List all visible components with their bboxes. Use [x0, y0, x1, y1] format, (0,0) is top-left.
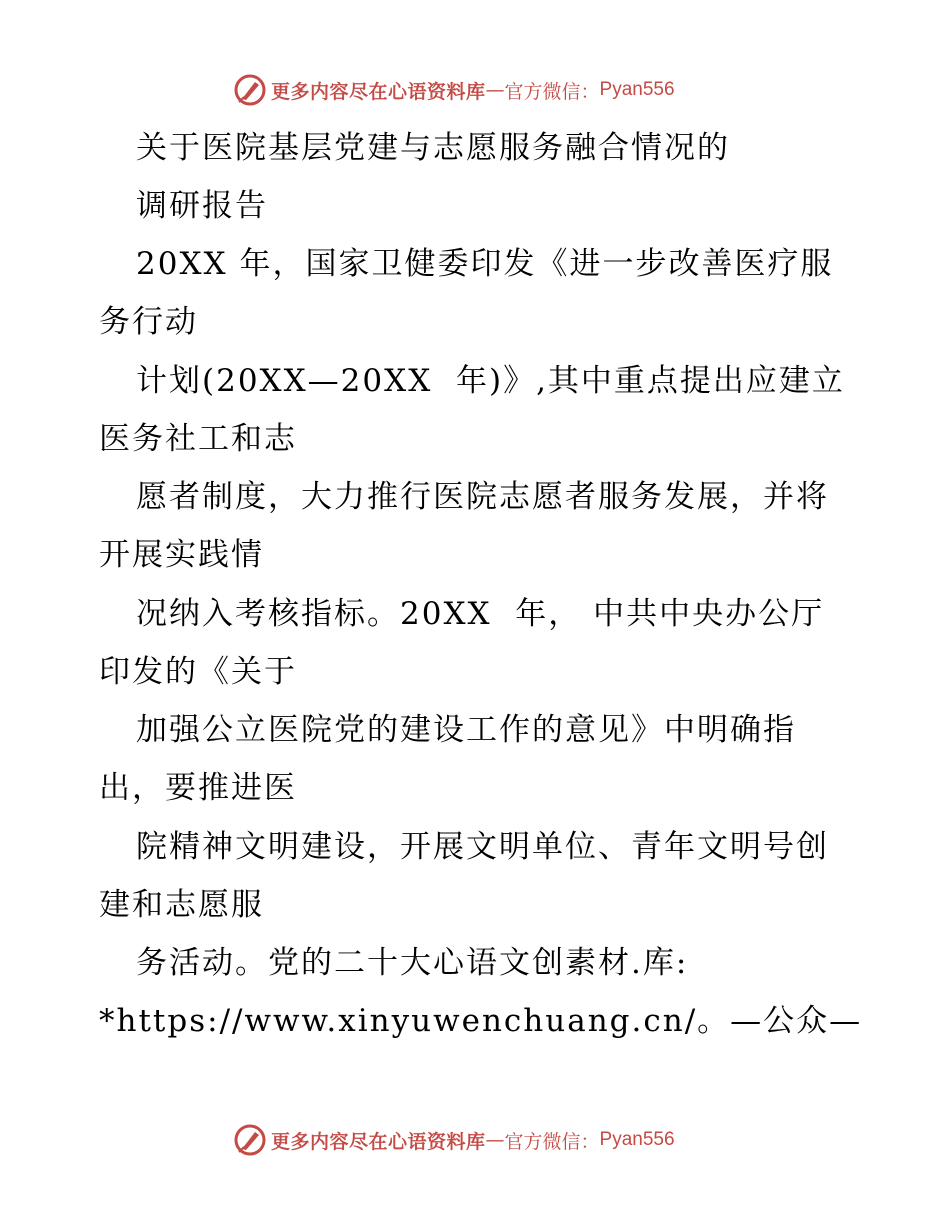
banner-main-text: 更多内容尽在心语资料库 — [271, 80, 486, 103]
body-line: 加强公立医院党的建设工作的意见》中明确指 — [136, 712, 796, 748]
body-line-url: *https://www.xinyuwenchuang.cn/。—公众— — [99, 1003, 863, 1039]
body-line: 院精神文明建设，开展文明单位、青年文明号创 — [136, 829, 829, 865]
banner-separator: — — [485, 79, 505, 101]
quill-logo-icon — [233, 1123, 267, 1157]
quill-logo-icon — [233, 73, 267, 107]
banner-separator: — — [485, 1129, 505, 1151]
body-line: 20XX 年，国家卫健委印发《进一步改善医疗服 — [136, 246, 834, 282]
body-line: 建和志愿服 — [99, 887, 264, 923]
body-line: 况纳入考核指标。20XX 年， 中共中央办公厅 — [136, 596, 825, 632]
banner-main-text: 更多内容尽在心语资料库 — [271, 1130, 486, 1153]
banner-wechat-label: 官方微信： — [504, 80, 600, 103]
title-line-2: 调研报告 — [136, 188, 268, 224]
body-line: 计划(20XX—20XX 年)》,其中重点提出应建立 — [136, 363, 845, 399]
body-line: 医务社工和志 — [99, 421, 297, 457]
title-line-1: 关于医院基层党建与志愿服务融合情况的 — [136, 130, 730, 166]
body-line: 务行动 — [99, 304, 198, 340]
header-watermark-banner — [233, 73, 675, 107]
body-line: 愿者制度，大力推行医院志愿者服务发展，并将 — [136, 479, 829, 515]
banner-wechat-id: Pyan556 — [599, 79, 675, 100]
banner-wechat-label: 官方微信： — [504, 1130, 600, 1153]
body-line: 出，要推进医 — [99, 770, 297, 806]
banner-wechat-id: Pyan556 — [599, 1129, 675, 1150]
body-line: 务活动。党的二十大心语文创素材.库: — [136, 945, 689, 981]
body-line: 印发的《关于 — [99, 654, 297, 690]
footer-watermark-banner — [233, 1123, 675, 1157]
body-line: 开展实践情 — [99, 537, 264, 573]
